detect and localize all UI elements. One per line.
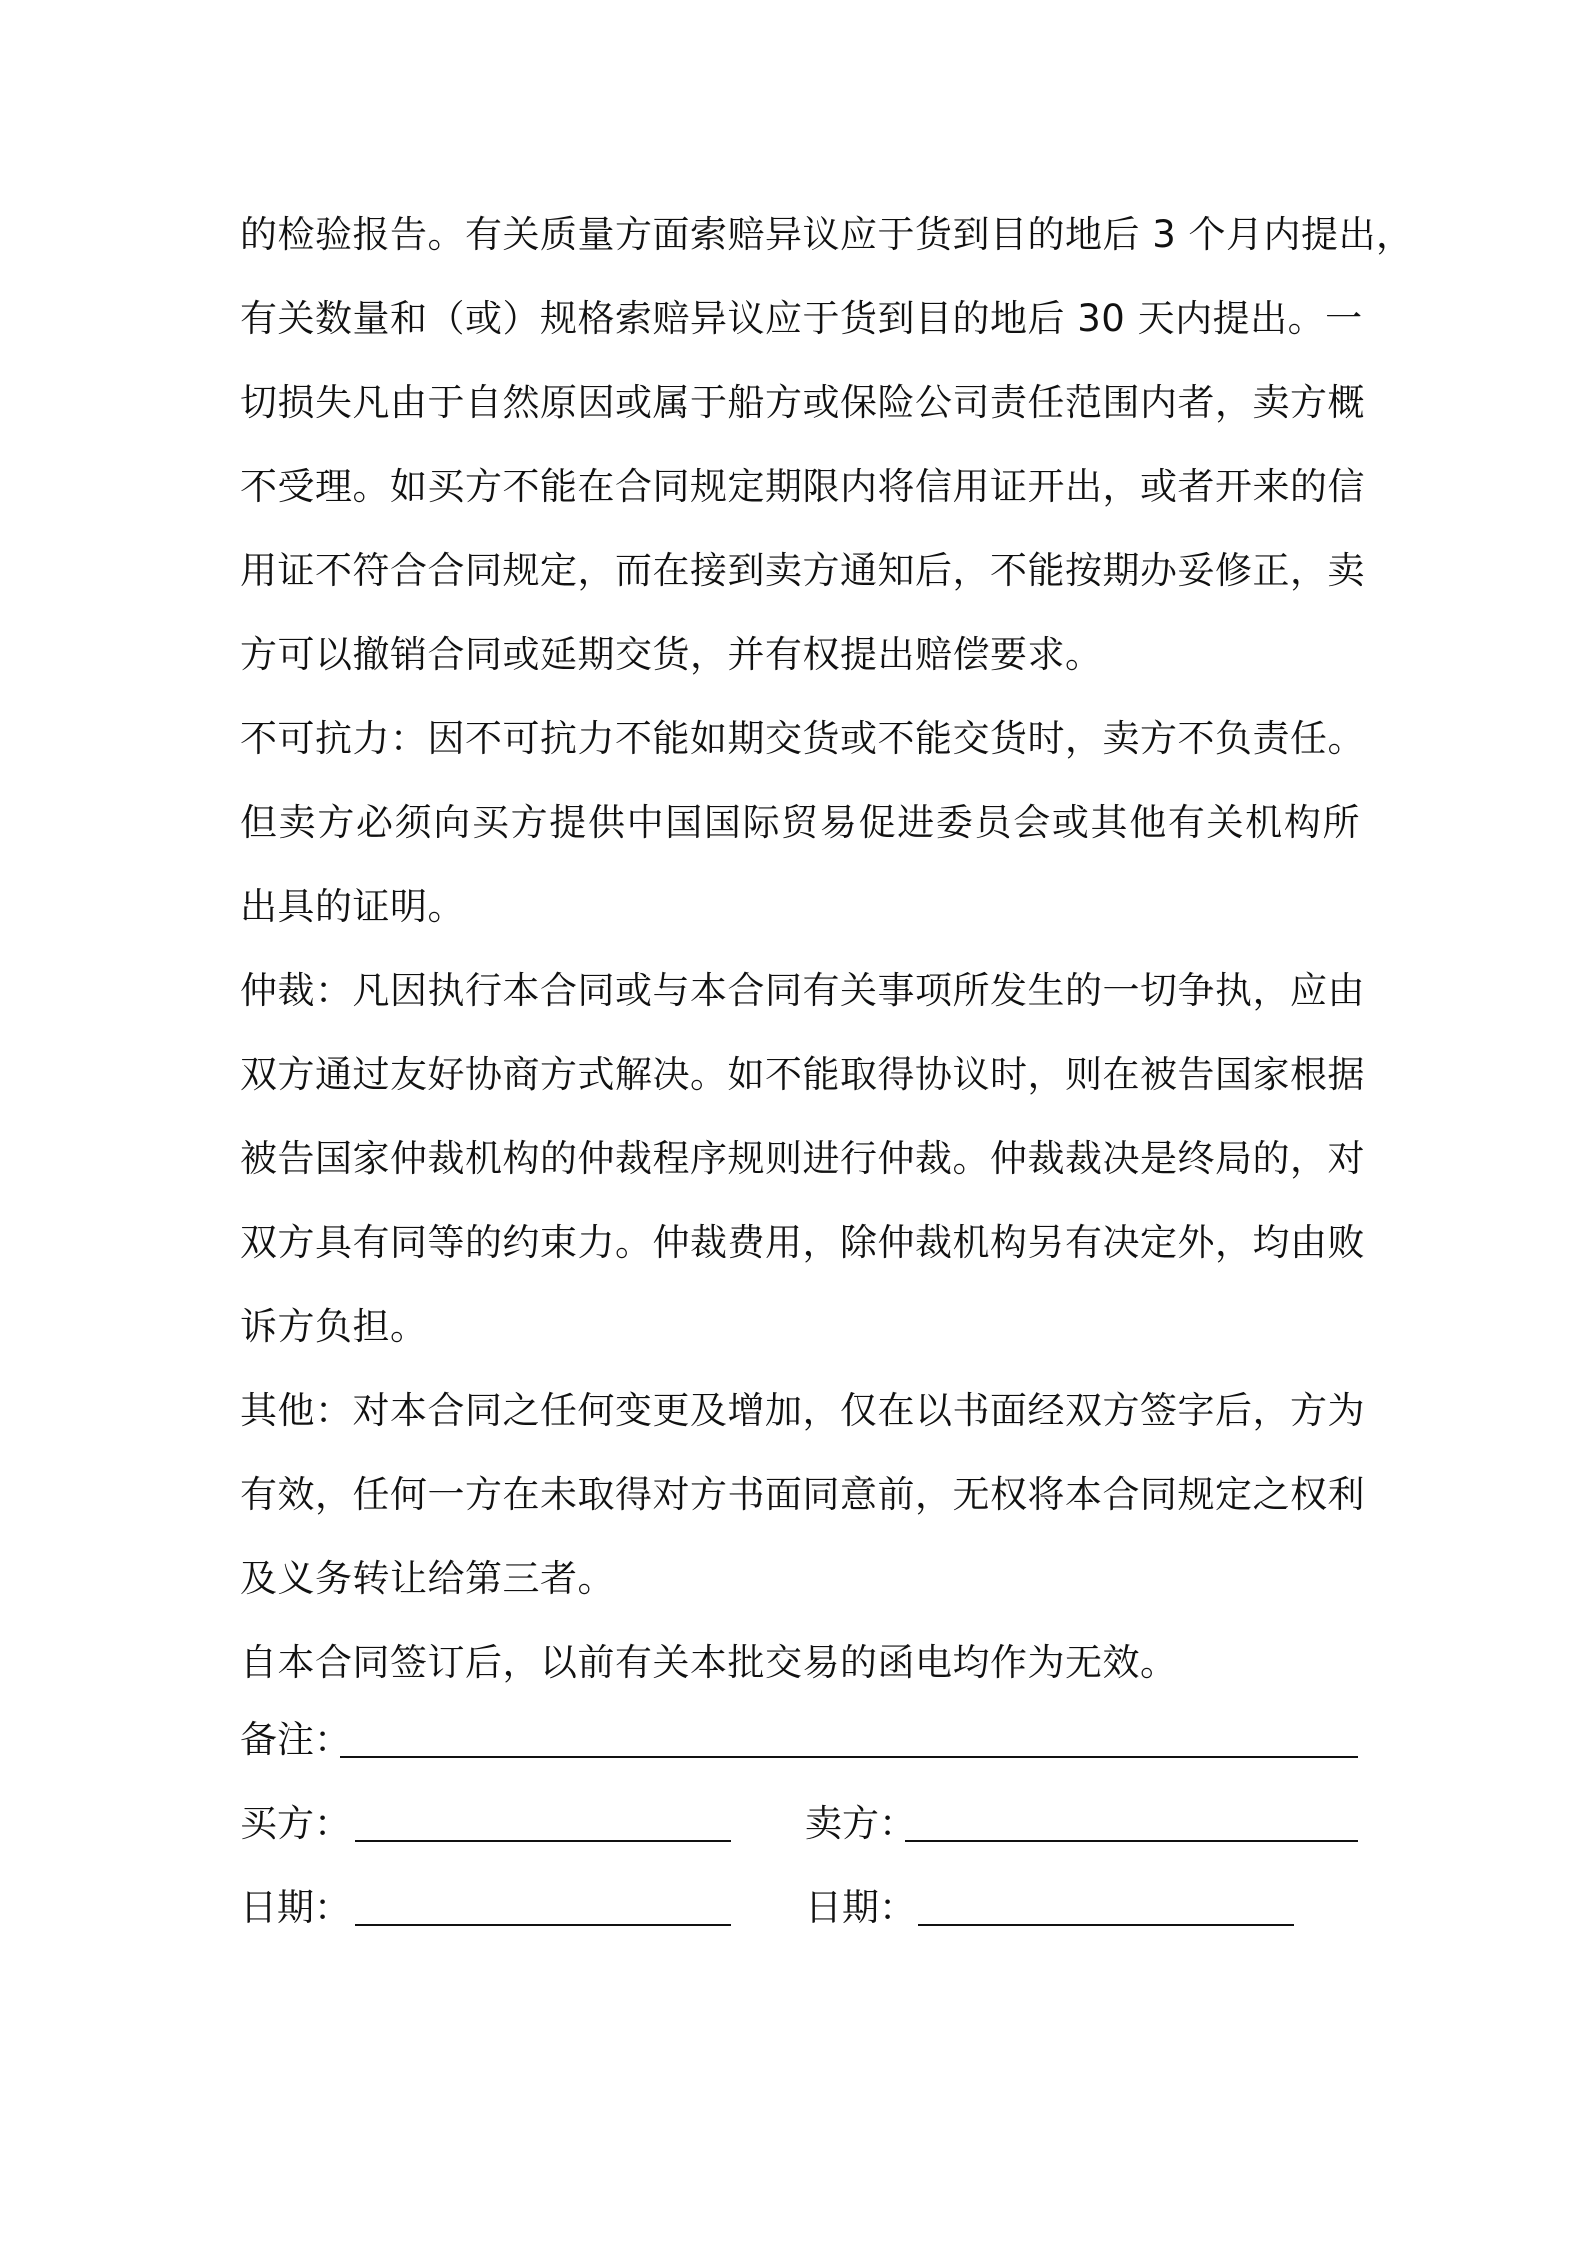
text-line: 诉方负担。 xyxy=(240,1305,428,1348)
buyer-date-field[interactable] xyxy=(355,1924,731,1926)
remarks-field[interactable] xyxy=(340,1756,1358,1758)
text-line: 双方通过友好协商方式解决。如不能取得协议时，则在被告国家根据 xyxy=(240,1053,1365,1096)
remarks-label: 备注： xyxy=(240,1718,351,1761)
party-row xyxy=(240,1782,1360,1866)
buyer-date-label: 日期： xyxy=(240,1886,351,1929)
remarks-row xyxy=(240,1698,1360,1782)
text-line: 自本合同签订后，以前有关本批交易的函电均作为无效。 xyxy=(240,1641,1178,1684)
contract-body xyxy=(240,193,1414,1705)
text-line: 及义务转让给第三者。 xyxy=(240,1557,615,1600)
seller-field[interactable] xyxy=(905,1840,1358,1842)
text-line: 方可以撤销合同或延期交货，并有权提出赔偿要求。 xyxy=(240,633,1103,676)
text-line: 但卖方必须向买方提供中国国际贸易促进委员会或其他有关机构所 xyxy=(240,801,1360,844)
text-line: 被告国家仲裁机构的仲裁程序规则进行仲裁。仲裁裁决是终局的，对 xyxy=(240,1137,1365,1180)
signature-form xyxy=(240,1698,1360,1950)
text-line: 其他：对本合同之任何变更及增加，仅在以书面经双方签字后，方为 xyxy=(240,1389,1365,1432)
seller-date-field[interactable] xyxy=(918,1924,1294,1926)
paragraph-force-majeure xyxy=(240,697,1365,949)
text-line: 不可抗力：因不可抗力不能如期交货或不能交货时，卖方不负责任。 xyxy=(240,717,1365,760)
text-line: 有关数量和（或）规格索赔异议应于货到目的地后 30 天内提出。一 xyxy=(240,297,1363,340)
paragraph-arbitration xyxy=(240,949,1365,1369)
paragraph-effective xyxy=(240,1621,1360,1705)
text-line: 出具的证明。 xyxy=(240,885,465,928)
text-line: 双方具有同等的约束力。仲裁费用，除仲裁机构另有决定外，均由败 xyxy=(240,1221,1365,1264)
buyer-label: 买方： xyxy=(240,1802,351,1845)
text-line: 不受理。如买方不能在合同规定期限内将信用证开出，或者开来的信 xyxy=(240,465,1365,508)
text-line: 的检验报告。有关质量方面索赔异议应于货到目的地后 3 个月内提出， xyxy=(240,213,1414,256)
text-line: 有效，任何一方在未取得对方书面同意前，无权将本合同规定之权利 xyxy=(240,1473,1365,1516)
date-row xyxy=(240,1866,1360,1950)
text-line: 切损失凡由于自然原因或属于船方或保险公司责任范围内者，卖方概 xyxy=(240,381,1365,424)
paragraph-inspection-claims xyxy=(240,193,1414,697)
text-line: 用证不符合合同规定，而在接到卖方通知后，不能按期办妥修正，卖 xyxy=(240,549,1365,592)
seller-date-label: 日期： xyxy=(805,1886,916,1929)
paragraph-other xyxy=(240,1369,1365,1621)
text-line: 仲裁：凡因执行本合同或与本合同有关事项所发生的一切争执，应由 xyxy=(240,969,1365,1012)
seller-label: 卖方： xyxy=(805,1802,916,1845)
buyer-field[interactable] xyxy=(355,1840,731,1842)
